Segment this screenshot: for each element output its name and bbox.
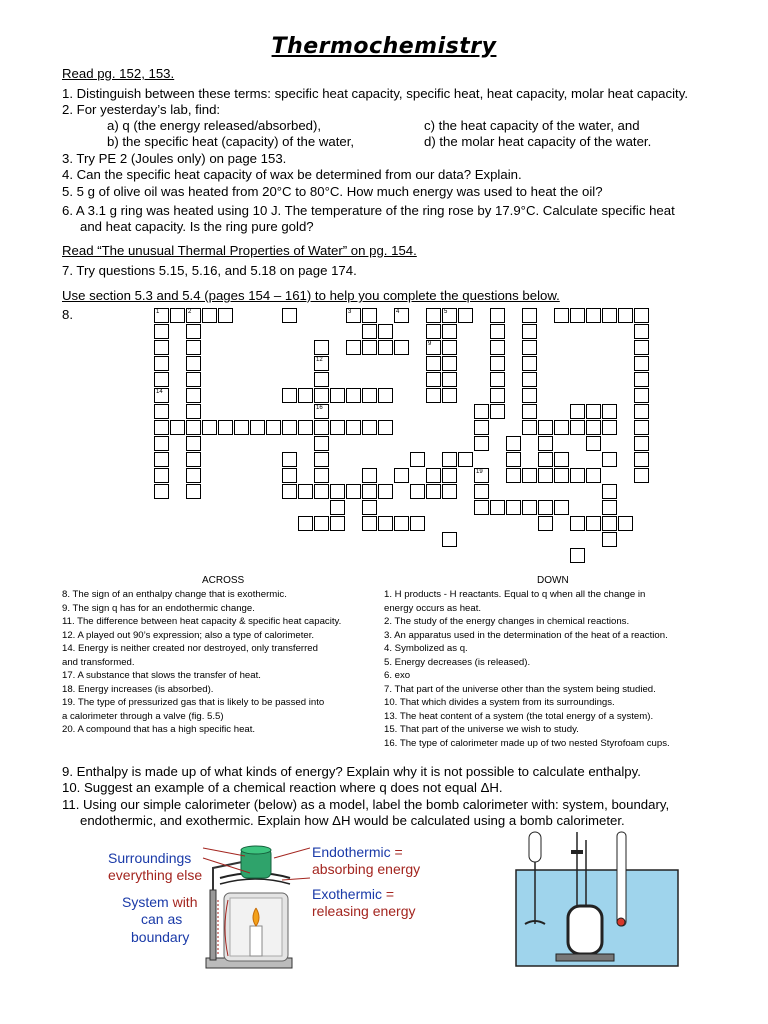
- crossword-cell[interactable]: [586, 404, 601, 419]
- across-clue: 8. The sign of an enthalpy change that is exothermic.: [62, 589, 287, 600]
- crossword-cell[interactable]: [282, 468, 297, 483]
- crossword-cell[interactable]: [634, 340, 649, 355]
- crossword-cell[interactable]: [602, 452, 617, 467]
- question-6-line1: 6. A 3.1 g ring was heated using 10 J. The temperature of the ring rose by 17.9°C. Calculate specific heat: [62, 203, 675, 218]
- question-6-line2: and heat capacity. Is the ring pure gold?: [80, 219, 314, 234]
- crossword-cell[interactable]: [426, 372, 441, 387]
- question-8: 8.: [62, 307, 73, 322]
- crossword-cell[interactable]: [314, 420, 329, 435]
- across-clue: 19. The type of pressurized gas that is likely to be passed into: [62, 697, 325, 708]
- crossword-cell[interactable]: [282, 388, 297, 403]
- crossword-cell[interactable]: [522, 356, 537, 371]
- down-clue: 3. An apparatus used in the determination of the heat of a reaction.: [384, 629, 668, 641]
- crossword-cell[interactable]: [554, 500, 569, 515]
- crossword-cell[interactable]: [314, 372, 329, 387]
- crossword-cell[interactable]: [586, 436, 601, 451]
- crossword-cell[interactable]: [186, 484, 201, 499]
- across-clue: a calorimeter through a valve (fig. 5.5): [62, 710, 224, 722]
- across-clue: and transformed.: [62, 656, 135, 668]
- crossword-cell[interactable]: [394, 308, 409, 323]
- crossword-cell[interactable]: [362, 388, 377, 403]
- crossword-cell[interactable]: [554, 468, 569, 483]
- crossword-cell[interactable]: [618, 308, 633, 323]
- crossword-cell[interactable]: [522, 340, 537, 355]
- crossword-cell[interactable]: [362, 500, 377, 515]
- label-releasing-energy: releasing energy: [312, 903, 416, 919]
- crossword-cell[interactable]: [426, 484, 441, 499]
- crossword-cell[interactable]: [570, 308, 585, 323]
- crossword-cell[interactable]: [346, 484, 361, 499]
- crossword-cell[interactable]: [346, 420, 361, 435]
- question-10: 10. Suggest an example of a chemical reaction where q does not equal ΔH.: [62, 780, 503, 795]
- question-11-line1: 11. Using our simple calorimeter (below) as a model, label the bomb calorimeter with: system, boundary,: [62, 797, 670, 812]
- crossword-cell[interactable]: [330, 388, 345, 403]
- crossword-cell[interactable]: [554, 420, 569, 435]
- label-system: System: [122, 894, 169, 910]
- crossword-cell[interactable]: [602, 500, 617, 515]
- crossword-cell[interactable]: [186, 436, 201, 451]
- page-title: Thermochemistry: [271, 34, 497, 59]
- question-7: 7. Try questions 5.15, 5.16, and 5.18 on page 174.: [62, 263, 357, 278]
- crossword-cell[interactable]: [634, 308, 649, 323]
- crossword-cell[interactable]: [602, 404, 617, 419]
- crossword-cell[interactable]: [154, 484, 169, 499]
- crossword-cell[interactable]: [186, 324, 201, 339]
- crossword-cell[interactable]: [426, 388, 441, 403]
- crossword-cell[interactable]: [362, 340, 377, 355]
- down-clue: 7. That part of the universe other than the system being studied.: [384, 683, 656, 695]
- crossword-clue-number: 5: [444, 309, 448, 315]
- crossword-cell[interactable]: [442, 308, 457, 323]
- question-1: 1. Distinguish between these terms: specific heat capacity, specific heat, heat capacity, molar heat capacity.: [62, 86, 688, 101]
- across-clue: 11. The difference between heat capacity & specific heat capacity.: [62, 616, 342, 627]
- crossword-cell[interactable]: [186, 388, 201, 403]
- question-2d: d) the molar heat capacity of the water.: [424, 134, 652, 149]
- crossword-cell[interactable]: [186, 468, 201, 483]
- crossword-cell[interactable]: [506, 468, 521, 483]
- crossword-cell[interactable]: [474, 436, 489, 451]
- label-endothermic-row: [312, 844, 403, 861]
- crossword-cell[interactable]: [474, 404, 489, 419]
- crossword-cell[interactable]: [378, 516, 393, 531]
- crossword-cell[interactable]: [410, 484, 425, 499]
- crossword-cell[interactable]: [362, 468, 377, 483]
- crossword-cell[interactable]: [474, 484, 489, 499]
- crossword-clue-number: 19: [476, 469, 483, 475]
- crossword-cell[interactable]: [378, 324, 393, 339]
- crossword-cell[interactable]: [378, 420, 393, 435]
- crossword-cell[interactable]: [394, 340, 409, 355]
- crossword-cell[interactable]: [330, 484, 345, 499]
- crossword-cell[interactable]: [602, 532, 617, 547]
- label-endo-equals: =: [390, 844, 403, 860]
- crossword-cell[interactable]: [154, 372, 169, 387]
- crossword-cell[interactable]: [570, 548, 585, 563]
- crossword-cell[interactable]: [346, 340, 361, 355]
- crossword-cell[interactable]: [490, 404, 505, 419]
- crossword-cell[interactable]: [282, 308, 297, 323]
- crossword-cell[interactable]: [330, 420, 345, 435]
- crossword-cell[interactable]: [522, 324, 537, 339]
- crossword-clue-number: 16: [316, 405, 323, 411]
- crossword-cell[interactable]: [538, 516, 553, 531]
- crossword-cell[interactable]: [202, 420, 217, 435]
- label-system-with: [122, 894, 197, 911]
- crossword-cell[interactable]: [522, 308, 537, 323]
- crossword-cell[interactable]: [282, 452, 297, 467]
- crossword-cell[interactable]: [154, 468, 169, 483]
- down-clue: 2. The study of the energy changes in chemical reactions.: [384, 616, 630, 627]
- crossword-cell[interactable]: [314, 484, 329, 499]
- crossword-cell[interactable]: [570, 468, 585, 483]
- label-with: with: [168, 894, 198, 910]
- crossword-clue-number: 3: [348, 309, 352, 315]
- crossword-cell[interactable]: [426, 340, 441, 355]
- crossword-cell[interactable]: [554, 452, 569, 467]
- crossword-cell[interactable]: [298, 388, 313, 403]
- crossword-cell[interactable]: [154, 436, 169, 451]
- bomb-calorimeter-illustration: [510, 830, 685, 980]
- crossword-clue-number: 1: [156, 309, 160, 315]
- label-exo-equals: =: [382, 886, 395, 902]
- reading-assignment-2: Read “The unusual Thermal Properties of Water” on pg. 154.: [62, 243, 417, 258]
- crossword-cell[interactable]: [474, 468, 489, 483]
- crossword-cell[interactable]: [458, 308, 473, 323]
- crossword-cell[interactable]: [490, 500, 505, 515]
- question-5: 5. 5 g of olive oil was heated from 20°C to 80°C. How much energy was used to heat the oil?: [62, 184, 603, 199]
- crossword-cell[interactable]: [202, 308, 217, 323]
- crossword-cell[interactable]: [634, 388, 649, 403]
- crossword-cell[interactable]: [314, 340, 329, 355]
- across-heading: ACROSS: [202, 575, 245, 586]
- down-clue: 13. The heat content of a system (the total energy of a system).: [384, 710, 654, 722]
- crossword-cell[interactable]: [362, 484, 377, 499]
- crossword-cell[interactable]: [170, 308, 185, 323]
- crossword-cell[interactable]: [362, 308, 377, 323]
- crossword-cell[interactable]: [378, 388, 393, 403]
- crossword-cell[interactable]: [186, 356, 201, 371]
- across-clue: 9. The sign q has for an endothermic change.: [62, 602, 255, 614]
- crossword-cell[interactable]: [186, 452, 201, 467]
- crossword-cell[interactable]: [314, 388, 329, 403]
- crossword-cell[interactable]: [554, 308, 569, 323]
- crossword-cell[interactable]: [346, 388, 361, 403]
- crossword-cell[interactable]: [586, 308, 601, 323]
- down-clue: 10. That which divides a system from its surroundings.: [384, 697, 615, 708]
- crossword-cell[interactable]: [474, 420, 489, 435]
- crossword-cell[interactable]: [522, 388, 537, 403]
- crossword-cell[interactable]: [266, 420, 281, 435]
- crossword-cell[interactable]: [298, 420, 313, 435]
- crossword-cell[interactable]: [154, 356, 169, 371]
- crossword-cell[interactable]: [154, 308, 169, 323]
- down-clue: 4. Symbolized as q.: [384, 643, 468, 654]
- crossword-clue-number: 14: [156, 389, 163, 395]
- crossword-cell[interactable]: [634, 324, 649, 339]
- label-everything-else: everything else: [108, 867, 203, 883]
- across-clue: 14. Energy is neither created nor destroyed, only transferred: [62, 643, 318, 654]
- crossword-cell[interactable]: [586, 420, 601, 435]
- crossword-cell[interactable]: [570, 404, 585, 419]
- crossword-cell[interactable]: [442, 340, 457, 355]
- crossword-cell[interactable]: [378, 340, 393, 355]
- crossword-clue-number: 9: [428, 341, 432, 347]
- crossword-cell[interactable]: [538, 468, 553, 483]
- crossword-cell[interactable]: [538, 436, 553, 451]
- crossword-cell[interactable]: [522, 404, 537, 419]
- crossword-cell[interactable]: [186, 340, 201, 355]
- crossword-cell[interactable]: [602, 308, 617, 323]
- crossword-cell[interactable]: [538, 452, 553, 467]
- crossword-cell[interactable]: [170, 420, 185, 435]
- question-2c: c) the heat capacity of the water, and: [424, 118, 640, 133]
- crossword-cell[interactable]: [522, 372, 537, 387]
- crossword-cell[interactable]: [506, 452, 521, 467]
- down-clue: 16. The type of calorimeter made up of two nested Styrofoam cups.: [384, 737, 670, 749]
- down-clue: 1. H products - H reactants. Equal to q when all the change in: [384, 589, 646, 600]
- crossword-cell[interactable]: [410, 452, 425, 467]
- crossword-cell[interactable]: [218, 308, 233, 323]
- label-boundary: boundary: [131, 929, 190, 945]
- crossword-cell[interactable]: [186, 420, 201, 435]
- crossword-cell[interactable]: [394, 468, 409, 483]
- crossword-cell[interactable]: [442, 468, 457, 483]
- crossword-cell[interactable]: [154, 452, 169, 467]
- crossword-cell[interactable]: [490, 324, 505, 339]
- crossword-cell[interactable]: [602, 420, 617, 435]
- crossword-cell[interactable]: [426, 356, 441, 371]
- crossword-cell[interactable]: [362, 420, 377, 435]
- crossword-cell[interactable]: [570, 420, 585, 435]
- crossword-cell[interactable]: [154, 340, 169, 355]
- simple-calorimeter-illustration: [190, 838, 310, 978]
- crossword-cell[interactable]: [442, 484, 457, 499]
- crossword-cell[interactable]: [442, 532, 457, 547]
- crossword-cell[interactable]: [154, 324, 169, 339]
- crossword-cell[interactable]: [538, 420, 553, 435]
- crossword-cell[interactable]: [506, 436, 521, 451]
- question-3: 3. Try PE 2 (Joules only) on page 153.: [62, 151, 287, 166]
- crossword-cell[interactable]: [282, 484, 297, 499]
- crossword-cell[interactable]: [410, 516, 425, 531]
- question-2: 2. For yesterday’s lab, find:: [62, 102, 221, 117]
- crossword-cell[interactable]: [186, 404, 201, 419]
- crossword-cell[interactable]: [490, 372, 505, 387]
- crossword-cell[interactable]: [378, 484, 393, 499]
- crossword-cell[interactable]: [282, 420, 297, 435]
- down-clue: energy occurs as heat.: [384, 602, 482, 614]
- crossword-cell[interactable]: [330, 516, 345, 531]
- label-absorbing-energy: absorbing energy: [312, 861, 421, 877]
- crossword-cell[interactable]: [250, 420, 265, 435]
- reading-assignment-1: Read pg. 152, 153.: [62, 66, 175, 81]
- label-exothermic: Exothermic: [312, 886, 383, 902]
- crossword-cell[interactable]: [634, 436, 649, 451]
- crossword-cell[interactable]: [634, 420, 649, 435]
- label-endothermic: Endothermic: [312, 844, 391, 860]
- across-clue: 17. A substance that slows the transfer of heat.: [62, 670, 261, 681]
- crossword-cell[interactable]: [634, 452, 649, 467]
- crossword-cell[interactable]: [218, 420, 233, 435]
- question-4: 4. Can the specific heat capacity of wax be determined from our data? Explain.: [62, 167, 522, 182]
- crossword-cell[interactable]: [522, 500, 537, 515]
- crossword-cell[interactable]: [490, 308, 505, 323]
- crossword-cell[interactable]: [442, 388, 457, 403]
- crossword-cell[interactable]: [490, 340, 505, 355]
- down-clue: 15. That part of the universe we wish to study.: [384, 724, 579, 735]
- crossword-clue-number: 4: [396, 309, 400, 315]
- crossword-cell[interactable]: [522, 420, 537, 435]
- across-clue: 12. A played out 90’s expression; also a type of calorimeter.: [62, 629, 315, 641]
- crossword-cell[interactable]: [634, 404, 649, 419]
- reading-assignment-3: Use section 5.3 and 5.4 (pages 154 – 161) to help you complete the questions below.: [62, 288, 560, 303]
- label-surroundings: Surroundings: [108, 850, 192, 866]
- crossword-cell[interactable]: [634, 356, 649, 371]
- question-11-line2: endothermic, and exothermic. Explain how ΔH would be calculated using a bomb calorimeter.: [80, 813, 625, 828]
- crossword-cell[interactable]: [426, 308, 441, 323]
- question-2b: b) the specific heat (capacity) of the water,: [107, 134, 355, 149]
- crossword-cell[interactable]: [186, 308, 201, 323]
- crossword-cell[interactable]: [362, 516, 377, 531]
- crossword-cell[interactable]: [314, 436, 329, 451]
- crossword-cell[interactable]: [314, 468, 329, 483]
- crossword-cell[interactable]: [234, 420, 249, 435]
- crossword-cell[interactable]: [506, 500, 521, 515]
- crossword-cell[interactable]: [362, 324, 377, 339]
- down-clue: 5. Energy decreases (is released).: [384, 656, 531, 668]
- crossword-cell[interactable]: [186, 372, 201, 387]
- crossword-cell[interactable]: [426, 468, 441, 483]
- crossword-cell[interactable]: [634, 468, 649, 483]
- label-can-as: can as: [141, 911, 183, 927]
- crossword-clue-number: 2: [188, 309, 192, 315]
- crossword-cell[interactable]: [474, 500, 489, 515]
- crossword-cell[interactable]: [602, 516, 617, 531]
- question-9: 9. Enthalpy is made up of what kinds of energy? Explain why it is not possible to calculate enthalpy.: [62, 764, 641, 779]
- across-clue: 18. Energy increases (is absorbed).: [62, 683, 214, 695]
- crossword-cell[interactable]: [298, 484, 313, 499]
- crossword-cell[interactable]: [602, 484, 617, 499]
- crossword-cell[interactable]: [442, 452, 457, 467]
- crossword-cell[interactable]: [154, 388, 169, 403]
- crossword-cell[interactable]: [314, 516, 329, 531]
- crossword-cell[interactable]: [586, 468, 601, 483]
- crossword-cell[interactable]: [458, 452, 473, 467]
- crossword-cell[interactable]: [426, 324, 441, 339]
- crossword-cell[interactable]: [522, 468, 537, 483]
- crossword-cell[interactable]: [346, 308, 361, 323]
- down-heading: DOWN: [537, 575, 569, 586]
- crossword-cell[interactable]: [538, 500, 553, 515]
- crossword-clue-number: 12: [316, 357, 323, 363]
- question-2a: a) q (the energy released/absorbed),: [107, 118, 322, 133]
- crossword-cell[interactable]: [570, 516, 585, 531]
- crossword-cell[interactable]: [634, 372, 649, 387]
- crossword-cell[interactable]: [490, 388, 505, 403]
- across-clue: 20. A compound that has a high specific heat.: [62, 724, 256, 735]
- crossword-cell[interactable]: [314, 356, 329, 371]
- label-exothermic-row: [312, 886, 394, 903]
- crossword-cell[interactable]: [314, 404, 329, 419]
- crossword-cell[interactable]: [442, 372, 457, 387]
- crossword-cell[interactable]: [298, 516, 313, 531]
- crossword-cell[interactable]: [442, 324, 457, 339]
- crossword-cell[interactable]: [394, 516, 409, 531]
- crossword-cell[interactable]: [442, 356, 457, 371]
- crossword-cell[interactable]: [154, 404, 169, 419]
- crossword-cell[interactable]: [490, 356, 505, 371]
- crossword-cell[interactable]: [154, 420, 169, 435]
- crossword-cell[interactable]: [618, 516, 633, 531]
- down-clue: 6. exo: [384, 670, 411, 681]
- crossword-cell[interactable]: [586, 516, 601, 531]
- crossword-cell[interactable]: [330, 500, 345, 515]
- crossword-cell[interactable]: [314, 452, 329, 467]
